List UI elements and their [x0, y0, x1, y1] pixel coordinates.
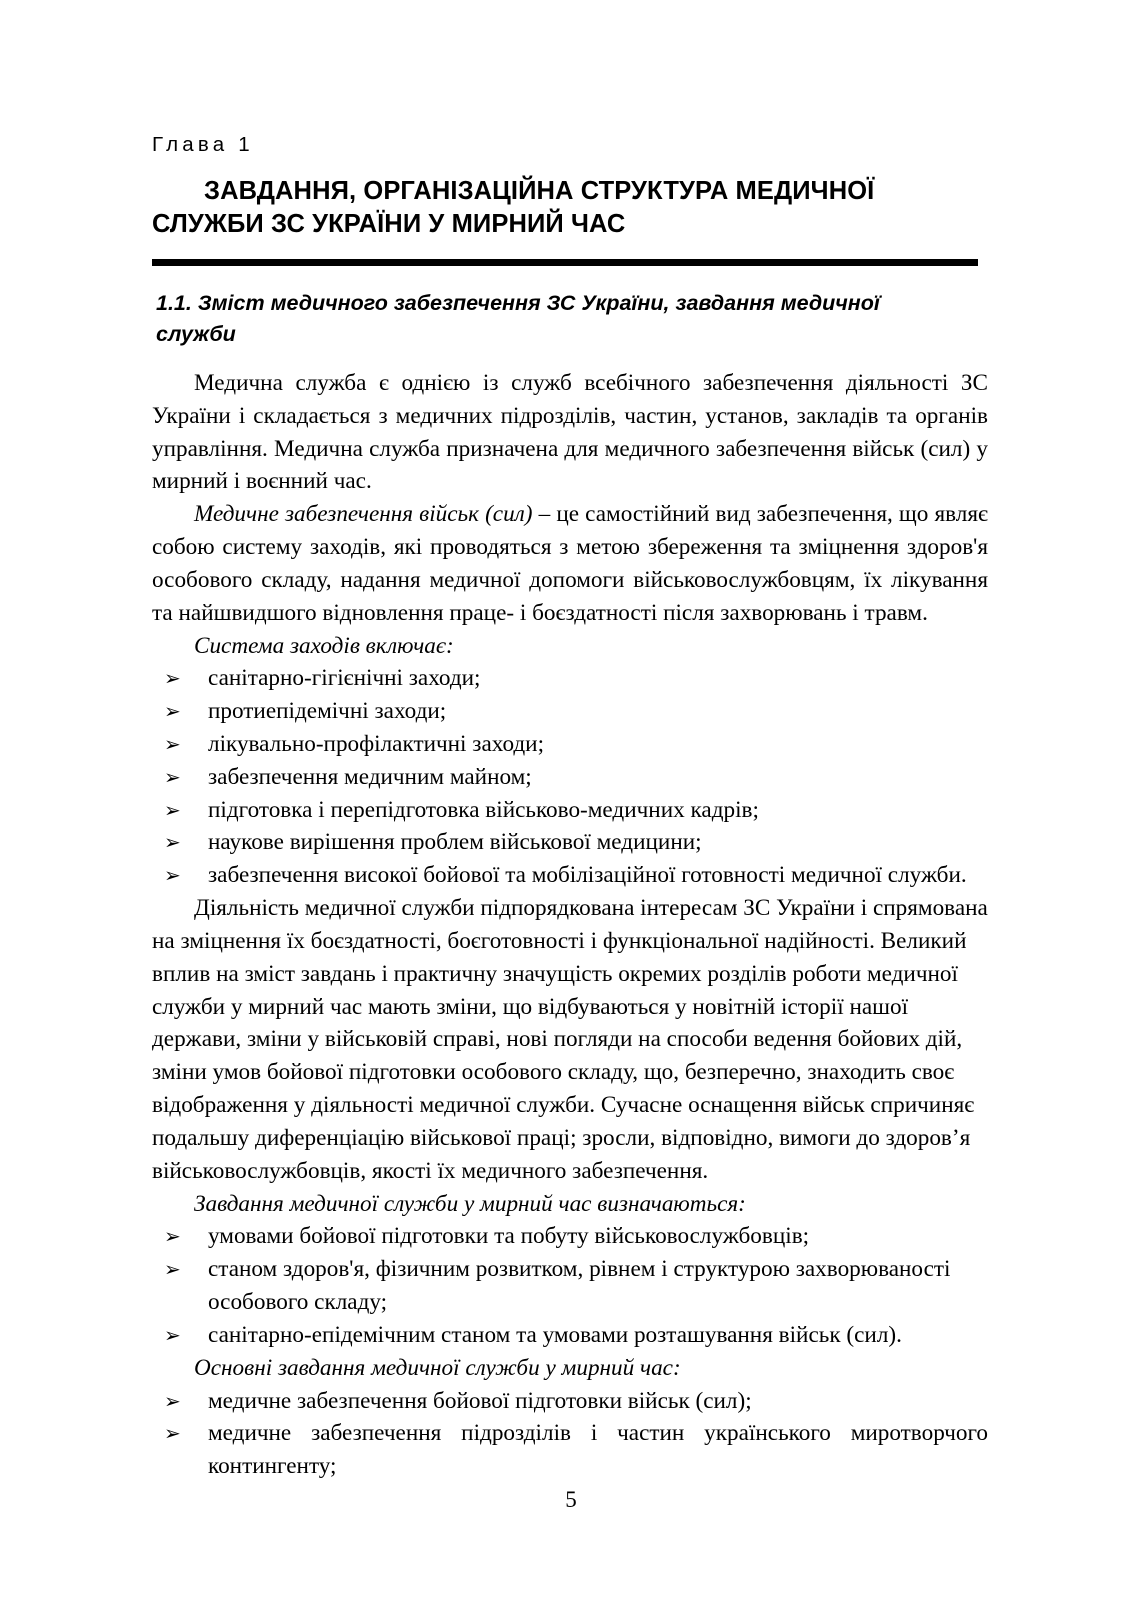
list-measures [152, 662, 988, 892]
arrow-bullet-icon: ➢ [164, 797, 181, 822]
arrow-bullet-icon: ➢ [164, 1388, 181, 1413]
list-item-label: медичне забезпечення бойової підготовки військ (сил); [208, 1387, 752, 1414]
definition-term: Медичне забезпечення військ (сил) [194, 501, 533, 528]
list-intro-main-tasks: Основні завдання медичної служби у мирний час: [194, 1354, 681, 1381]
list-item-label: забезпечення медичним майном; [208, 763, 532, 790]
list-item [152, 1220, 988, 1253]
arrow-bullet-icon: ➢ [164, 666, 181, 691]
list-item [152, 1319, 988, 1352]
list-item-label: лікувально-профілактичні заходи; [208, 731, 545, 757]
list-item-label: підготовка і перепідготовка військово-медичних кадрів; [208, 796, 759, 823]
list-item [152, 662, 988, 695]
list-item [152, 1253, 988, 1319]
arrow-bullet-icon: ➢ [164, 699, 181, 724]
list-item-label: санітарно-епідемічним станом та умовами розташування військ (сил). [208, 1321, 902, 1348]
arrow-bullet-icon: ➢ [164, 863, 181, 888]
list-item [152, 859, 988, 892]
list-item-label: станом здоров'я, фізичним розвитком, рівнем і структурою захворюваності особового складу; [208, 1256, 951, 1316]
arrow-bullet-icon: ➢ [164, 732, 181, 756]
arrow-bullet-icon: ➢ [164, 1257, 181, 1282]
arrow-bullet-icon: ➢ [164, 830, 181, 855]
arrow-bullet-icon: ➢ [164, 1224, 181, 1249]
list-item [152, 1417, 988, 1483]
list-item-label: санітарно-гігієнічні заходи; [208, 665, 481, 692]
list-item [152, 794, 988, 827]
list-item-label: наукове вирішення проблем військової медицини; [208, 829, 702, 856]
chapter-label: Глава 1 [152, 133, 254, 156]
list-intro-measures: Система заходів включає: [194, 632, 454, 659]
list-main-tasks [152, 1385, 988, 1483]
list-item [152, 1385, 988, 1418]
arrow-bullet-icon: ➢ [164, 1421, 181, 1446]
page-content [152, 132, 988, 1483]
body-text-block [152, 367, 988, 1483]
definition-body: – це самостійний вид забезпечення, що являє собою систему заходів, які проводяться з метою збереження та зміцнення здоров'я особового складу, надання медичної допомоги військовослужбовцям, їх лікування та найшвидшого відновлення праце- і боєздатності після захворювань і травм. [152, 501, 988, 626]
list-item [152, 826, 988, 859]
page-number: 5 [565, 1487, 577, 1512]
section-heading: 1.1. Зміст медичного забезпечення ЗС України, завдання медичної служби [156, 291, 880, 346]
list-intro-tasks-peacetime: Завдання медичної служби у мирний час визначаються: [194, 1190, 746, 1217]
chapter-title: ЗАВДАННЯ, ОРГАНІЗАЦІЙНА СТРУКТУРА МЕДИЧНОЇ СЛУЖБИ ЗС УКРАЇНИ У МИРНИЙ ЧАС [152, 176, 875, 239]
paragraph-intro: Медична служба є однією із служб всебічного забезпечення діяльності ЗС України і складається з медичних підрозділів, частин, установ, закладів та органів управління. Медична служба призначена для медичного забезпечення військ (сил) у мирний і воєнний час. [152, 369, 988, 495]
arrow-bullet-icon: ➢ [164, 764, 181, 789]
arrow-bullet-icon: ➢ [164, 1322, 181, 1347]
list-item-label: умовами бойової підготовки та побуту військовослужбовців; [208, 1223, 810, 1250]
list-item [152, 761, 988, 794]
list-item-label: забезпечення високої бойової та мобілізаційної готовності медичної служби. [208, 862, 967, 889]
heading-divider-rule [152, 259, 978, 266]
list-item [152, 728, 988, 761]
paragraph-activity: Діяльність медичної служби підпорядкована інтересам ЗС України і спрямована на зміцнення їх боєздатності, боєготовності і функціональної надійності. Великий вплив на зміст завдань і практичну значущість окремих розділів роботи медичної служби у мирний час мають зміни, що відбуваються у новітній історії нашої держави, зміни у військовій справі, нові погляди на способи ведення бойових дій, зміни умов бойової підготовки особового складу, що, безперечно, знаходить своє відображення у діяльності медичної служби. Сучасне оснащення військ спричиняє подальшу диференціацію військової праці; зросли, відповідно, вимоги до здоров’я військовослужбовців, якості їх медичного забезпечення. [152, 895, 988, 1184]
list-item-label: медичне забезпечення підрозділів і частин українського миротворчого контингенту; [208, 1420, 988, 1480]
list-item-label: протиепідемічні заходи; [208, 698, 447, 725]
paragraph-definition [152, 498, 988, 629]
list-item [152, 695, 988, 728]
list-tasks-peacetime [152, 1220, 988, 1351]
